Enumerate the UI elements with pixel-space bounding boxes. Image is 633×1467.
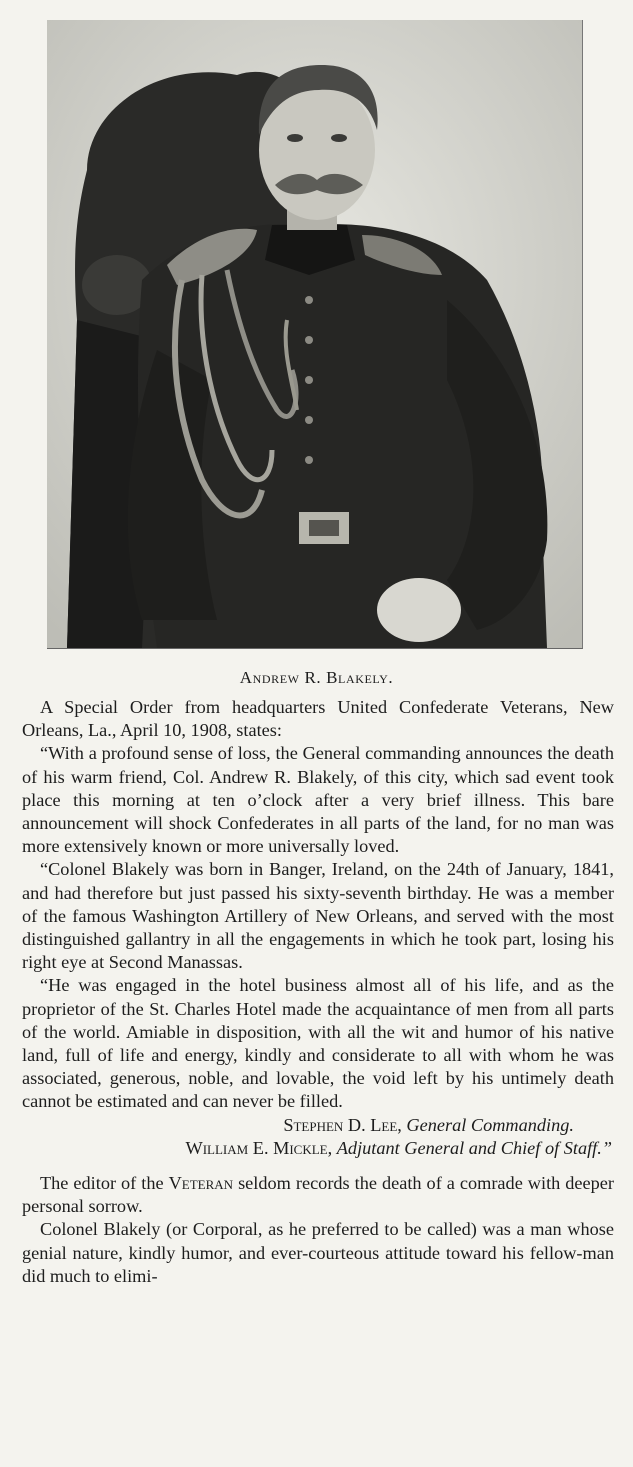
editor-note-before: The editor of the bbox=[40, 1173, 169, 1194]
editor-note-after: seldom records the death of a comrade with deeper personal sorrow. bbox=[22, 1173, 614, 1217]
publication-name: Veteran bbox=[168, 1173, 234, 1194]
signature-lee-name: Stephen D. Lee, bbox=[283, 1114, 402, 1135]
order-paragraph-2: “Colonel Blakely was born in Banger, Ireland, on the 24th of January, 1841, and had therefore but just passed his sixty-seventh birthday. He was a member of the famous Washington Artillery of New Orleans, and served with the most distinguished gallantry in all the engagements in which he took part, losing his right eye at Second Manassas. bbox=[22, 859, 614, 973]
closing-paragraph: Colonel Blakely (or Corporal, as he preferred to be called) was a man whose genial nature, kindly humor, and ever-courteous attitude toward his fellow-man did much to elimi- bbox=[22, 1219, 614, 1286]
signature-mickle bbox=[22, 1137, 614, 1160]
signature-lee bbox=[22, 1114, 614, 1137]
signature-mickle-title: Adjutant General and Chief of Staff.” bbox=[336, 1137, 612, 1158]
photo-caption: Andrew R. Blakely. bbox=[239, 668, 394, 687]
order-paragraph-1: “With a profound sense of loss, the General commanding announces the death of his warm friend, Col. Andrew R. Blakely, of this city, which sad event took place this morning at ten o’clock after a very brief illness. This bare announcement will shock Confederates in all parts of the land, for no man was more extensively known or more universally loved. bbox=[22, 743, 614, 857]
portrait-photo bbox=[47, 20, 583, 649]
intro-paragraph: A Special Order from headquarters United Confederate Veterans, New Orleans, La., April 10, 1908, states: bbox=[22, 697, 614, 741]
order-paragraph-3: “He was engaged in the hotel business almost all of his life, and as the proprietor of the St. Charles Hotel made the acquaintance of men from all parts of the world. Amiable in disposition, with all the wit and humor of his native land, full of life and energy, kindly and considerate to all with whom he was associated, generous, noble, and lovable, the void left by his untimely death cannot be estimated and can never be filled. bbox=[22, 975, 614, 1112]
editor-note bbox=[22, 1172, 614, 1218]
signature-lee-title: General Commanding. bbox=[406, 1114, 574, 1135]
article-body bbox=[22, 696, 614, 1288]
portrait-illustration bbox=[47, 20, 582, 648]
signature-mickle-name: William E. Mickle, bbox=[185, 1137, 333, 1158]
